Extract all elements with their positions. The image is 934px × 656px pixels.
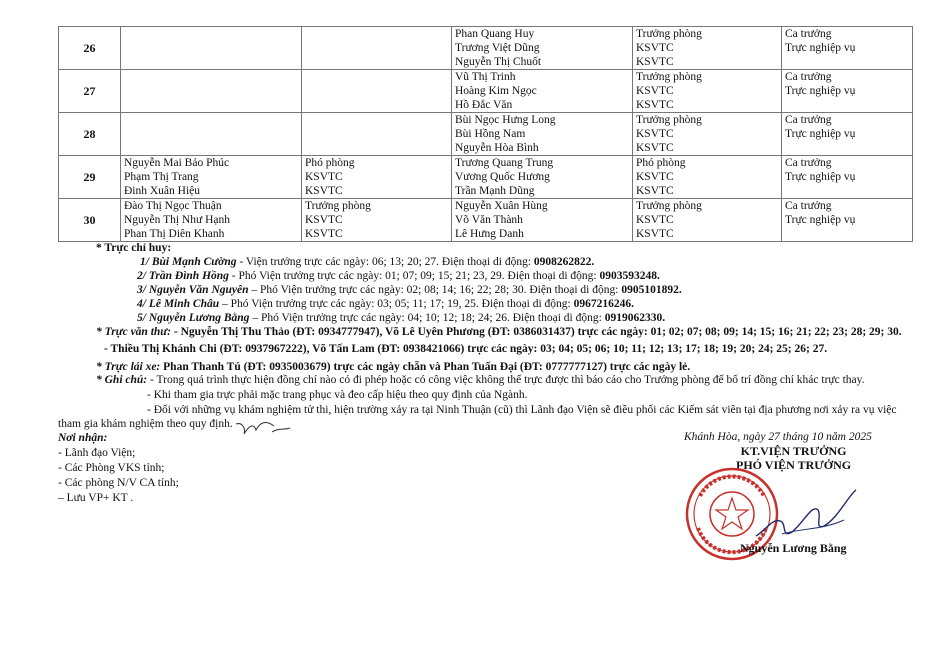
command-heading: * Trực chỉ huy: (96, 242, 172, 254)
table-cell (452, 199, 633, 242)
driver-text: Phan Thanh Tú (ĐT: 0935003679) trực các ngày chẵn và Phan Tuấn Đại (ĐT: 0777777127) trực các ngày lẻ. (160, 361, 691, 373)
handwritten-signature (752, 486, 862, 546)
clerical-line-2: - Thiều Thị Khánh Chi (ĐT: 0937967222), Võ Tấn Lam (ĐT: 0938421066) trực các ngày: 03; 04; 05; 06; 10; 11; 12; 13; 17; 18; 19; 20; 24; 25; 26; 27. (104, 343, 828, 355)
note-label: * Ghi chú: (96, 374, 148, 386)
cell-line: Trưởng phòng (636, 200, 702, 212)
note-line-4: tham gia khám nghiệm theo quy định. (58, 418, 233, 430)
table-cell (121, 27, 302, 70)
command-text: – Phó Viện trưởng trực các ngày: 02; 08; 14; 16; 22; 28; 30. Điện thoại di động: (248, 284, 622, 296)
cell-line: Trực nghiệp vụ (785, 128, 856, 140)
recipient-item: - Lãnh đạo Viện; (58, 447, 136, 459)
signer-name: Nguyễn Lương Bằng (740, 541, 847, 555)
table-cell (121, 70, 302, 113)
cell-line: Trưởng phòng (636, 71, 702, 83)
cell-line: KSVTC (305, 214, 343, 226)
command-name: 3/ Nguyễn Văn Nguyên (137, 284, 249, 296)
duty-roster-table (58, 26, 913, 242)
cell-line: Nguyễn Thị Chuốt (455, 56, 542, 68)
cell-line: Phan Thị Diên Khanh (124, 228, 225, 240)
cell-line: Nguyễn Hòa Bình (455, 142, 539, 154)
table-cell (302, 156, 452, 199)
cell-line: Nguyễn Mai Bảo Phúc (124, 157, 230, 169)
recipients-heading: Nơi nhận: (58, 432, 108, 444)
cell-line: Vũ Thị Trinh (455, 71, 516, 83)
cell-line: Bùi Hồng Nam (455, 128, 526, 140)
clerical-label: * Trực văn thư: (96, 326, 172, 338)
table-row (59, 70, 913, 113)
note-line-1 (96, 373, 865, 387)
initial-mark (232, 418, 292, 440)
driver-label: * Trực lái xe: (96, 361, 161, 373)
cell-line: Phó phòng (636, 157, 686, 169)
command-name: 1/ Bùi Mạnh Cường (140, 256, 237, 268)
command-phone: 0919062330. (604, 312, 666, 324)
cell-line: Phan Quang Huy (455, 28, 535, 40)
table-cell (633, 113, 782, 156)
cell-line: KSVTC (305, 185, 343, 197)
table-cell (782, 27, 913, 70)
command-phone: 0967216246. (573, 298, 635, 310)
cell-line: KSVTC (636, 142, 674, 154)
cell-line: KSVTC (636, 214, 674, 226)
recipient-item: - Các phòng N/V CA tỉnh; (58, 477, 179, 489)
cell-line: Đào Thị Ngọc Thuận (124, 200, 222, 212)
table-cell (452, 113, 633, 156)
cell-line: Ca trưởng (785, 114, 832, 126)
cell-line: Trực nghiệp vụ (785, 85, 856, 97)
cell-line: Nguyễn Xuân Hùng (455, 200, 548, 212)
command-name: 4/ Lê Minh Châu (137, 298, 220, 310)
table-cell (121, 199, 302, 242)
table-row (59, 156, 913, 199)
cell-line: KSVTC (636, 56, 674, 68)
command-text: - Phó Viện trưởng trực các ngày: 01; 07; 09; 15; 21; 23, 29. Điện thoại di động: (228, 270, 600, 282)
cell-line: KSVTC (636, 228, 674, 240)
cell-line: Bùi Ngọc Hưng Long (455, 114, 556, 126)
table-cell (452, 156, 633, 199)
cell-line: Ca trưởng (785, 200, 832, 212)
cell-line: Phó phòng (305, 157, 355, 169)
title-line-1: KT.VIỆN TRƯỞNG (740, 444, 847, 458)
cell-line: Hoàng Kim Ngọc (455, 85, 537, 97)
place-date: Khánh Hòa, ngày 27 tháng 10 năm 2025 (684, 431, 872, 443)
command-phone: 0905101892. (621, 284, 682, 296)
command-phone: 0903593248. (599, 270, 660, 282)
command-item (137, 283, 682, 297)
command-item (137, 311, 665, 325)
cell-line: KSVTC (636, 99, 674, 111)
table-cell (782, 156, 913, 199)
table-row (59, 199, 913, 242)
row-number: 29 (59, 156, 121, 199)
cell-line: KSVTC (305, 171, 343, 183)
command-name: 5/ Nguyễn Lương Bằng (137, 312, 250, 324)
command-text: - Viện trưởng trực các ngày: 06; 13; 20; 27. Điện thoại di động: (236, 256, 534, 268)
note-line-2: - Khi tham gia trực phải mặc trang phục và đeo cấp hiệu theo quy định của Ngành. (147, 389, 528, 401)
cell-line: Trực nghiệp vụ (785, 42, 856, 54)
cell-line: Ca trưởng (785, 28, 832, 40)
command-item (140, 255, 594, 269)
recipients-block (58, 431, 179, 506)
table-cell (452, 70, 633, 113)
cell-line: Đinh Xuân Hiệu (124, 185, 201, 197)
cell-line: Trần Mạnh Dũng (455, 185, 535, 197)
row-number: 30 (59, 199, 121, 242)
table-cell (121, 156, 302, 199)
table-row (59, 113, 913, 156)
cell-line: Trưởng phòng (305, 200, 371, 212)
table-cell (302, 113, 452, 156)
cell-line: KSVTC (636, 171, 674, 183)
recipient-item: – Lưu VP+ KT . (58, 492, 134, 504)
cell-line: Lê Hưng Danh (455, 228, 524, 240)
table-cell (633, 199, 782, 242)
cell-line: Ca trưởng (785, 157, 832, 169)
cell-line: Trương Quang Trung (455, 157, 554, 169)
command-text: – Phó Viện trưởng trực các ngày: 04; 10; 12; 18; 24; 26. Điện thoại di động: (249, 312, 605, 324)
table-cell (782, 70, 913, 113)
cell-line: Trực nghiệp vụ (785, 214, 856, 226)
cell-line: Trực nghiệp vụ (785, 171, 856, 183)
table-cell (782, 113, 913, 156)
cell-line: KSVTC (636, 128, 674, 140)
cell-line: Trưởng phòng (636, 28, 702, 40)
table-row (59, 27, 913, 70)
cell-line: KSVTC (636, 85, 674, 97)
row-number: 28 (59, 113, 121, 156)
command-text: – Phó Viện trưởng trực các ngày: 03; 05; 11; 17; 19, 25. Điện thoại di động: (219, 298, 574, 310)
cell-line: KSVTC (636, 42, 674, 54)
table-cell (633, 70, 782, 113)
note-line-3: - Đối với những vụ khám nghiệm tử thi, hiện trường xảy ra tại Ninh Thuận (cũ) thì Lãnh đạo Viện sẽ điều phối các Kiểm sát viên tại địa phương nơi xảy ra vụ việc (147, 404, 897, 416)
cell-line: KSVTC (305, 228, 343, 240)
cell-line: Hồ Đắc Văn (455, 99, 513, 111)
table-cell (452, 27, 633, 70)
command-item (137, 297, 634, 311)
table-cell (633, 27, 782, 70)
table-cell (121, 113, 302, 156)
table-cell (302, 199, 452, 242)
row-number: 27 (59, 70, 121, 113)
cell-line: Phạm Thị Trang (124, 171, 199, 183)
row-number: 26 (59, 27, 121, 70)
cell-line: Vương Quốc Hương (455, 171, 550, 183)
table-cell (302, 70, 452, 113)
cell-line: Nguyễn Thị Như Hạnh (124, 214, 230, 226)
driver-line (96, 360, 690, 374)
command-name: 2/ Trần Đình Hồng (137, 270, 229, 282)
table-cell (782, 199, 913, 242)
table-cell (633, 156, 782, 199)
title-line-2: PHÓ VIỆN TRƯỞNG (736, 458, 852, 472)
cell-line: Ca trưởng (785, 71, 832, 83)
note-text-1: - Trong quá trình thực hiện đồng chí nào có đi phép hoặc có công việc không thể trực được thì báo cáo cho Trưởng phòng để bố trí đồng chí khác trực thay. (147, 374, 865, 386)
cell-line: Trương Việt Dũng (455, 42, 540, 54)
table-cell (302, 27, 452, 70)
cell-line: KSVTC (636, 185, 674, 197)
clerical-text-1: - Nguyễn Thị Thu Thảo (ĐT: 0934777947), Võ Lê Uyên Phương (ĐT: 0386031437) trực các ngày: 01; 02; 07; 08; 09; 14; 15; 16; 21; 22; 23; 28; 29; 30. (171, 326, 902, 338)
clerical-line-1 (96, 325, 902, 339)
cell-line: Võ Văn Thành (455, 214, 523, 226)
cell-line: Trưởng phòng (636, 114, 702, 126)
recipient-item: - Các Phòng VKS tỉnh; (58, 462, 165, 474)
command-phone: 0908262822. (533, 256, 595, 268)
command-item (137, 269, 660, 283)
